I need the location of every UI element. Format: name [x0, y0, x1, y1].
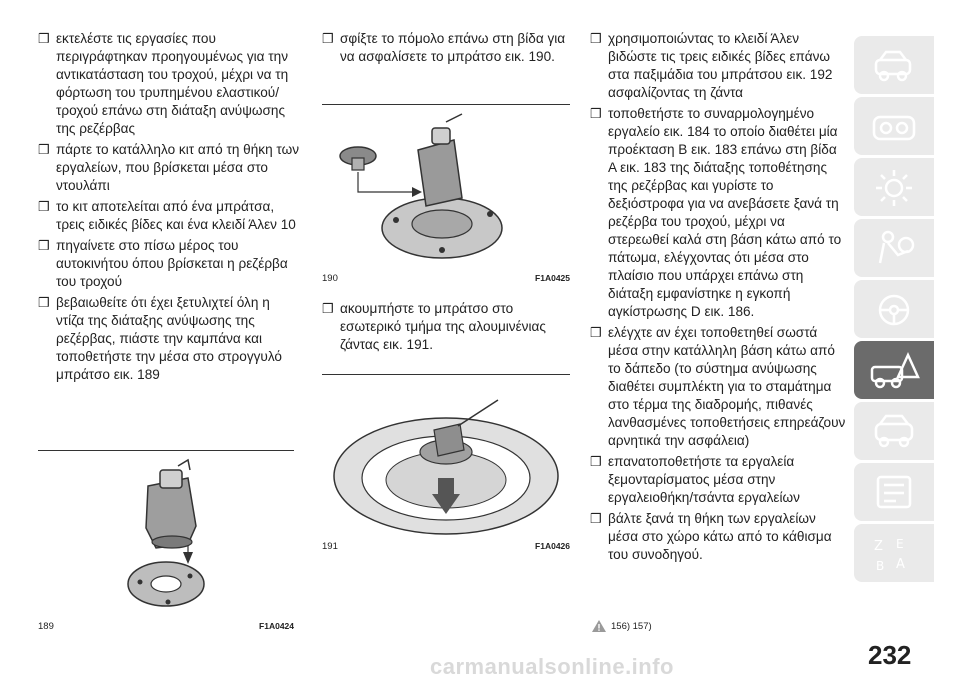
checkbox-bullet-icon: ❒ — [38, 199, 50, 214]
car-dashboard-icon — [866, 103, 922, 149]
index-alphabet-icon — [866, 530, 922, 576]
warning-lights-icon — [866, 164, 922, 210]
instruction-text: βεβαιωθείτε ότι έχει ξετυλιχτεί όλη η ντίζα της διάταξης ανύψωσης της ρεζέρβας, πιάστε την καμπάνα και τοποθετήστε την μέσα στο στρογγυλό μπράτσο εικ. 189 — [56, 295, 282, 382]
instruction-item — [38, 198, 300, 234]
instruction-item — [38, 141, 300, 195]
checkbox-bullet-icon: ❒ — [38, 238, 50, 253]
warning-reference-text: 156) 157) — [611, 620, 652, 632]
column-3 — [590, 30, 848, 567]
instruction-item — [38, 30, 300, 138]
bracket-knob-illustration — [322, 110, 570, 270]
instruction-list-2-mid — [322, 300, 570, 354]
instruction-text: το κιτ αποτελείται από ένα μπράτσα, τρεις ειδικές βίδες και ένα κλειδί Άλεν 10 — [56, 199, 296, 232]
instruction-item — [590, 30, 848, 102]
chapter-tab[interactable] — [854, 524, 934, 582]
figure-189 — [38, 450, 294, 632]
figure-code: F1A0426 — [535, 541, 570, 551]
airbag-safety-icon — [866, 225, 922, 271]
chapter-tab[interactable] — [854, 36, 934, 94]
warning-triangle-icon — [592, 620, 606, 632]
svg-text:B: B — [876, 559, 885, 573]
instruction-text: ακουμπήστε το μπράτσο στο εσωτερικό τμήμα της αλουμινένιας ζάντας εικ. 191. — [340, 301, 546, 352]
figure-caption — [38, 621, 294, 632]
instruction-item — [38, 237, 300, 291]
instruction-text: πάρτε το κατάλληλο κιτ από τη θήκη των εργαλείων, που βρίσκεται μέσα στο ντουλάπι — [56, 142, 300, 193]
steering-start-icon — [866, 286, 922, 332]
wheel-rim-bracket-illustration — [322, 380, 570, 536]
chapter-tab[interactable] — [854, 463, 934, 521]
instruction-text: επανατοποθετήστε τα εργαλεία ξεμονταρίσματος μέσα στην εργαλειοθήκη/τσάντα εργαλείων — [608, 454, 800, 505]
svg-text:A: A — [896, 557, 905, 572]
instruction-text: βάλτε ξανά τη θήκη των εργαλείων μέσα στο χώρο κάτω από το κάθισμα του συνοδηγού. — [608, 511, 832, 562]
figure-caption — [322, 541, 570, 552]
instruction-item — [322, 30, 570, 66]
instruction-text: σφίξτε το πόμολο επάνω στη βίδα για να ασφαλίσετε το μπράτσο εικ. 190. — [340, 31, 566, 64]
checkbox-bullet-icon: ❒ — [590, 511, 602, 526]
instruction-text: εκτελέστε τις εργασίες που περιγράφτηκαν προηγουμένως για την αντικατάσταση του τροχού, μέχρι να τη φόρτωση του τρυπημένου ελαστικού/τροχού επάνω στη διάταξη ανύψωσης της ρεζέρβας — [56, 31, 289, 136]
page-number: 232 — [868, 640, 912, 670]
svg-text:Z: Z — [874, 539, 883, 554]
checkbox-bullet-icon: ❒ — [590, 454, 602, 469]
checkbox-bullet-icon: ❒ — [590, 31, 602, 46]
figure-rule — [38, 450, 294, 451]
instruction-item — [38, 294, 300, 384]
figure-code: F1A0425 — [535, 273, 570, 283]
figure-rule — [322, 104, 570, 105]
chapter-tab[interactable] — [854, 219, 934, 277]
car-info-icon — [866, 42, 922, 88]
checkbox-bullet-icon: ❒ — [322, 301, 334, 316]
column-2-mid — [322, 300, 570, 357]
figure-number: 190 — [322, 273, 338, 284]
svg-text:E: E — [896, 537, 904, 551]
figure-code: F1A0424 — [259, 621, 294, 631]
spare-wheel-bracket-illustration — [38, 456, 294, 616]
chapter-sidebar — [854, 36, 934, 585]
instruction-item — [590, 453, 848, 507]
chapter-tab[interactable] — [854, 97, 934, 155]
figure-number: 191 — [322, 541, 338, 552]
chapter-tab[interactable] — [854, 402, 934, 460]
watermark: carmanualsonline.info — [430, 654, 674, 679]
car-maintenance-icon — [866, 408, 922, 454]
column-2 — [322, 30, 570, 69]
instruction-text: ελέγχτε αν έχει τοποθετηθεί σωστά μέσα στην κατάλληλη βάση κάτω από το δάπεδο (το σύστημα ανύψωσης διαθέτει συμπλέκτη για το σταμάτημα στο τέρμα της διαδρομής, πιθανές λανθασμένες τοποθετήσεις επηρεάζουν αρνητικά την ασφάλεια) — [608, 325, 846, 448]
technical-data-icon — [866, 469, 922, 515]
instruction-item — [322, 300, 570, 354]
instruction-list-1 — [38, 30, 300, 384]
chapter-tab[interactable] — [854, 158, 934, 216]
instruction-item — [590, 324, 848, 450]
figure-191 — [322, 374, 570, 552]
instruction-item — [590, 510, 848, 564]
instruction-list-3 — [590, 30, 848, 564]
instruction-text: πηγαίνετε στο πίσω μέρος του αυτοκινήτου όπου βρίσκεται η ρεζέρβα του τροχού — [56, 238, 288, 289]
figure-number: 189 — [38, 621, 54, 632]
instruction-list-2-top — [322, 30, 570, 66]
checkbox-bullet-icon: ❒ — [38, 295, 50, 310]
emergency-breakdown-icon — [866, 347, 922, 393]
instruction-text: τοποθετήστε το συναρμολογημένο εργαλείο εικ. 184 το οποίο διαθέτει μία προέκταση B εικ. 183 επάνω στη βίδα A εικ. 183 της διάταξης τοποθέτησης της ρεζέρβας και γυρίστε το δεξιόστροφα για να ανεβάσετε ξανά τη ρεζέρβα του τροχού, μέχρι να στερεωθεί καλά στη βάση κάτω από το πάτωμα, ελέγχοντας ότι μέσα στο πλαίσιο που υπάρχει επάνω στη διάταξη εμφανίστηκε η εγκοπή αγκίστρωσης D εικ. 186. — [608, 106, 842, 319]
chapter-tab[interactable] — [854, 280, 934, 338]
checkbox-bullet-icon: ❒ — [38, 142, 50, 157]
checkbox-bullet-icon: ❒ — [38, 31, 50, 46]
checkbox-bullet-icon: ❒ — [590, 325, 602, 340]
chapter-tab[interactable] — [854, 341, 934, 399]
figure-rule — [322, 374, 570, 375]
checkbox-bullet-icon: ❒ — [590, 106, 602, 121]
instruction-text: χρησιμοποιώντας το κλειδί Άλεν βιδώστε τις τρεις ειδικές βίδες επάνω στα παξιμάδια του μπράτσου εικ. 192 ασφαλίζοντας τη ζάντα — [608, 31, 833, 100]
checkbox-bullet-icon: ❒ — [322, 31, 334, 46]
warning-references — [592, 620, 652, 632]
figure-190 — [322, 104, 570, 284]
instruction-item — [590, 105, 848, 321]
column-1 — [38, 30, 300, 387]
figure-caption — [322, 273, 570, 284]
